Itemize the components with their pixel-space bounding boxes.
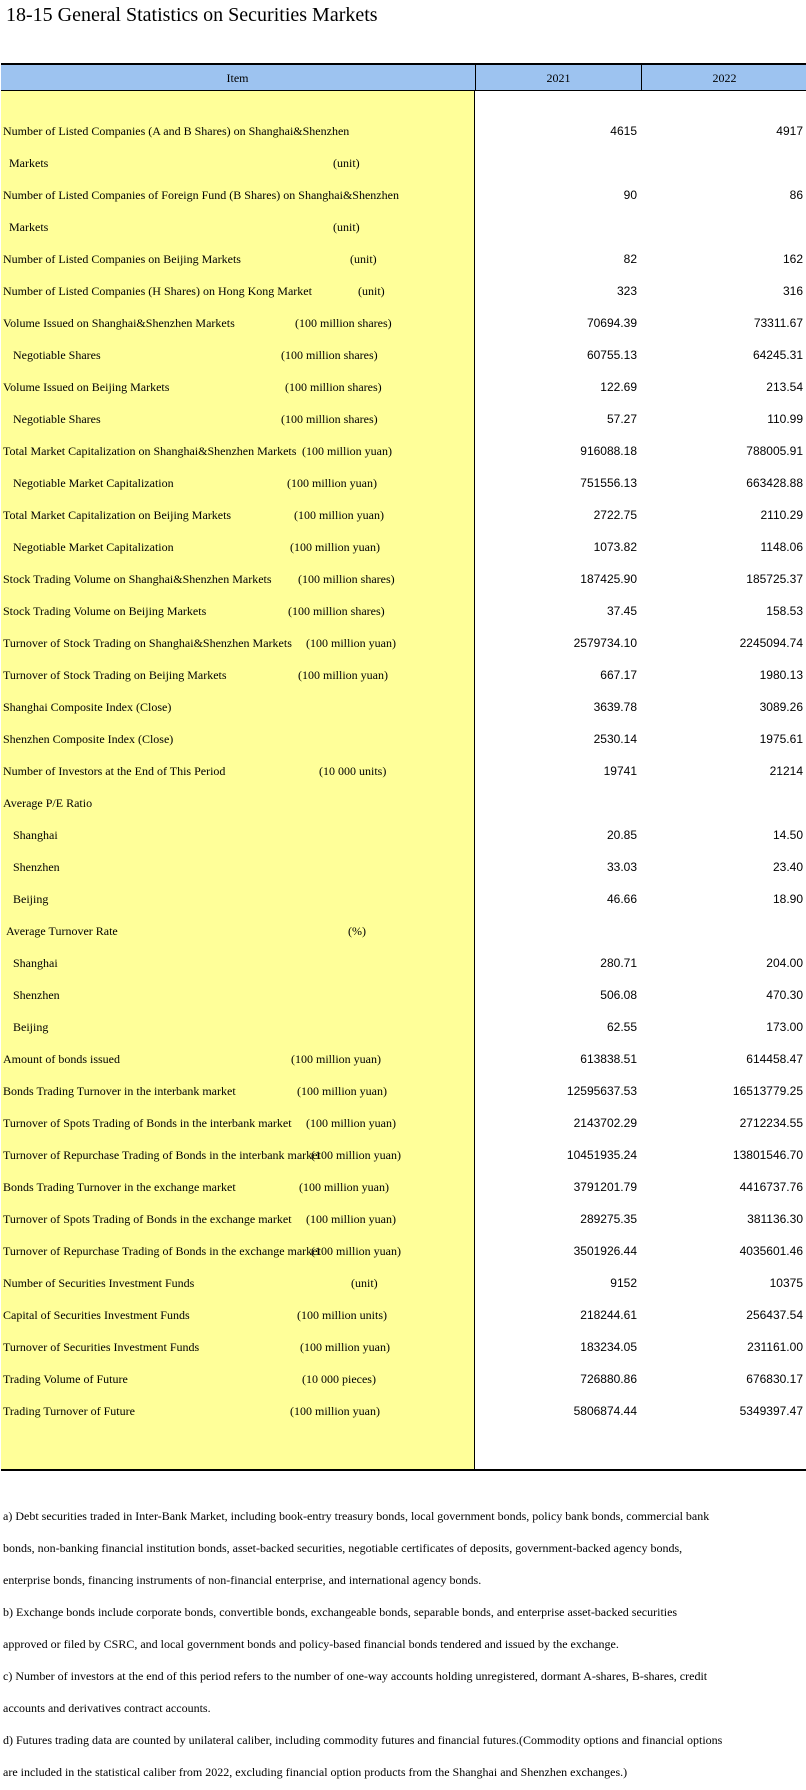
footnote [3, 1596, 803, 1660]
row-unit-label: (100 million yuan) [311, 1244, 401, 1258]
table-row [1, 787, 806, 819]
row-unit-label: (100 million yuan) [291, 1052, 381, 1066]
table-row [1, 1299, 806, 1331]
value-2022: 18.90 [772, 892, 803, 906]
value-2022: 4035601.46 [739, 1244, 803, 1258]
row-unit-label: (100 million shares) [281, 412, 378, 426]
table-row [1, 1363, 806, 1395]
value-2022: 16513779.25 [732, 1084, 803, 1098]
value-2022: 4917 [776, 124, 803, 138]
statistics-table [1, 63, 806, 1471]
table-row [1, 627, 806, 659]
footnote [3, 1724, 803, 1788]
value-2021: 3639.78 [593, 700, 637, 714]
row-item-label: Negotiable Market Capitalization [13, 476, 174, 490]
row-unit-label: (100 million yuan) [302, 444, 392, 458]
row-item-label: Bonds Trading Turnover in the interbank market [3, 1084, 236, 1098]
value-2021: 2530.14 [593, 732, 637, 746]
table-row [1, 339, 806, 371]
value-2021: 3501926.44 [573, 1244, 637, 1258]
value-2021: 187425.90 [580, 572, 637, 586]
row-item-label: Shanghai [13, 828, 58, 842]
row-item-label: Shanghai Composite Index (Close) [3, 700, 172, 714]
row-item-label: Total Market Capitalization on Shanghai&Shenzhen Markets [3, 444, 297, 458]
table-row [1, 723, 806, 755]
value-2022: 676830.17 [746, 1372, 803, 1386]
value-2021: 70694.39 [586, 316, 637, 330]
footnote-line: enterprise bonds, financing instruments of non-financial enterprise, and international agency bonds. [3, 1573, 482, 1587]
value-2021: 46.66 [606, 892, 637, 906]
row-unit-label: (unit) [350, 252, 377, 266]
value-2021: 82 [623, 252, 637, 266]
row-item-label: Turnover of Spots Trading of Bonds in the interbank market [3, 1116, 292, 1130]
row-unit-label: (100 million shares) [298, 572, 395, 586]
table-row [1, 1235, 806, 1267]
footnote [3, 1500, 803, 1596]
value-2021: 2579734.10 [573, 636, 637, 650]
row-unit-label: (100 million yuan) [299, 1180, 389, 1194]
table-row [1, 819, 806, 851]
row-item-label: Beijing [13, 892, 49, 906]
value-2022: 1148.06 [760, 540, 803, 554]
row-item-label: Number of Listed Companies (A and B Shares) on Shanghai&Shenzhen [3, 124, 350, 138]
table-row [1, 1075, 806, 1107]
row-unit-label: (100 million yuan) [294, 508, 384, 522]
row-item-label: Amount of bonds issued [3, 1052, 120, 1066]
value-2021: 19741 [603, 764, 637, 778]
table-row [1, 467, 806, 499]
row-item-label: Turnover of Securities Investment Funds [3, 1340, 200, 1354]
value-2022: 10375 [769, 1276, 803, 1290]
table-row [1, 211, 806, 243]
table-row [1, 371, 806, 403]
row-unit-label: (100 million yuan) [300, 1340, 390, 1354]
value-2021: 10451935.24 [566, 1148, 637, 1162]
row-item-label: Average P/E Ratio [3, 796, 93, 810]
row-item-label: Turnover of Repurchase Trading of Bonds in the interbank market [3, 1148, 321, 1162]
table-row [1, 179, 806, 211]
table-row [1, 435, 806, 467]
table-row [1, 563, 806, 595]
value-2022: 2110.29 [760, 508, 803, 522]
value-2021: 37.45 [606, 604, 637, 618]
value-2022: 4416737.76 [739, 1180, 803, 1194]
value-2022: 663428.88 [746, 476, 803, 490]
table-row [1, 1331, 806, 1363]
value-2022: 614458.47 [746, 1052, 803, 1066]
row-unit-label: (100 million shares) [295, 316, 392, 330]
footnote-line: accounts and derivatives contract accounts. [3, 1701, 211, 1715]
table-row [1, 1395, 806, 1427]
value-2022: 788005.91 [746, 444, 803, 458]
value-2022: 64245.31 [752, 348, 803, 362]
value-2022: 2712234.55 [739, 1116, 803, 1130]
value-2021: 183234.05 [580, 1340, 637, 1354]
table-row [1, 915, 806, 947]
row-item-label: Volume Issued on Shanghai&Shenzhen Markets [3, 316, 235, 330]
row-item-label: Number of Securities Investment Funds [3, 1276, 195, 1290]
table-row [1, 1203, 806, 1235]
value-2022: 86 [789, 188, 803, 202]
value-2022: 1975.61 [759, 732, 803, 746]
value-2022: 158.53 [766, 604, 803, 618]
footnote-line: d) Futures trading data are counted by unilateral caliber, including commodity futures and financial futures.(Commodity options and financial options [3, 1733, 723, 1747]
row-unit-label: (100 million yuan) [287, 476, 377, 490]
value-2021: 506.08 [600, 988, 637, 1002]
row-item-label: Negotiable Shares [13, 348, 101, 362]
row-unit-label: (100 million yuan) [306, 1116, 396, 1130]
value-2022: 204.00 [766, 956, 803, 970]
table-row [1, 307, 806, 339]
value-2021: 122.69 [600, 380, 637, 394]
value-2022: 3089.26 [759, 700, 803, 714]
table-row [1, 851, 806, 883]
row-unit-label: (unit) [333, 220, 360, 234]
table-row [1, 403, 806, 435]
table-row [1, 979, 806, 1011]
value-2022: 231161.00 [747, 1340, 803, 1354]
value-2022: 14.50 [772, 828, 803, 842]
table-row [1, 1139, 806, 1171]
value-2021: 9152 [610, 1276, 637, 1290]
row-unit-label: (100 million yuan) [297, 1084, 387, 1098]
row-item-label: Capital of Securities Investment Funds [3, 1308, 190, 1322]
table-rows [1, 115, 806, 1427]
row-item-label: Turnover of Spots Trading of Bonds in the exchange market [3, 1212, 292, 1226]
footnote-line: are included in the statistical caliber from 2022, excluding financial option products from the Shanghai and Shenzhen exchanges.) [3, 1765, 628, 1779]
value-2021: 1073.82 [593, 540, 637, 554]
row-item-label: Turnover of Stock Trading on Beijing Markets [3, 668, 227, 682]
value-2021: 2143702.29 [573, 1116, 637, 1130]
row-unit-label: (100 million units) [297, 1308, 387, 1322]
table-row [1, 1043, 806, 1075]
row-item-label: Number of Investors at the End of This Period [3, 764, 226, 778]
row-item-label: Negotiable Market Capitalization [13, 540, 174, 554]
table-row [1, 755, 806, 787]
value-2022: 185725.37 [746, 572, 803, 586]
value-2021: 3791201.79 [573, 1180, 637, 1194]
footnote-line: bonds, non-banking financial institution bonds, asset-backed securities, negotiable certificates of deposits, government-backed agency bonds, [3, 1541, 683, 1555]
table-row [1, 595, 806, 627]
table-row [1, 531, 806, 563]
value-2022: 110.99 [767, 412, 803, 426]
value-2021: 57.27 [606, 412, 637, 426]
value-2022: 470.30 [766, 988, 803, 1002]
value-2021: 726880.86 [580, 1372, 637, 1386]
row-item-label: Stock Trading Volume on Shanghai&Shenzhen Markets [3, 572, 272, 586]
value-2022: 21214 [769, 764, 803, 778]
row-item-label: Markets [9, 220, 49, 234]
row-unit-label: (100 million shares) [281, 348, 378, 362]
value-2022: 316 [782, 284, 803, 298]
header-2021: 2021 [475, 65, 641, 91]
value-2022: 256437.54 [746, 1308, 803, 1322]
value-2022: 5349397.47 [739, 1404, 803, 1418]
value-2021: 20.85 [606, 828, 637, 842]
row-item-label: Volume Issued on Beijing Markets [3, 380, 170, 394]
footnote-line: approved or filed by CSRC, and local government bonds and policy-based financial bonds tendered and issued by the exchange. [3, 1637, 619, 1651]
value-2021: 60755.13 [586, 348, 637, 362]
table-row [1, 243, 806, 275]
row-unit-label: (unit) [358, 284, 385, 298]
row-item-label: Shenzhen Composite Index (Close) [3, 732, 174, 746]
value-2021: 613838.51 [580, 1052, 637, 1066]
value-2021: 280.71 [600, 956, 637, 970]
row-item-label: Turnover of Repurchase Trading of Bonds in the exchange market [3, 1244, 321, 1258]
footnote [3, 1660, 803, 1724]
row-unit-label: (100 million yuan) [306, 636, 396, 650]
value-2021: 33.03 [606, 860, 637, 874]
value-2021: 323 [616, 284, 637, 298]
row-item-label: Turnover of Stock Trading on Shanghai&Shenzhen Markets [3, 636, 292, 650]
footnote-line: a) Debt securities traded in Inter-Bank Market, including book-entry treasury bonds, local government bonds, policy bank bonds, commercial bank [3, 1509, 710, 1523]
value-2022: 173.00 [766, 1020, 803, 1034]
row-unit-label: (unit) [351, 1276, 378, 1290]
row-unit-label: (100 million shares) [285, 380, 382, 394]
table-row [1, 1267, 806, 1299]
header-2022: 2022 [641, 65, 806, 91]
row-item-label: Trading Volume of Future [3, 1372, 128, 1386]
value-2021: 2722.75 [593, 508, 637, 522]
table-row [1, 1171, 806, 1203]
value-2022: 381136.30 [747, 1212, 803, 1226]
table-row [1, 1107, 806, 1139]
table-row [1, 947, 806, 979]
row-item-label: Beijing [13, 1020, 49, 1034]
row-item-label: Markets [9, 156, 49, 170]
row-unit-label: (%) [348, 924, 366, 938]
row-unit-label: (100 million yuan) [290, 540, 380, 554]
row-item-label: Bonds Trading Turnover in the exchange market [3, 1180, 236, 1194]
table-row [1, 659, 806, 691]
row-item-label: Negotiable Shares [13, 412, 101, 426]
row-item-label: Average Turnover Rate [6, 924, 118, 938]
row-item-label: Shenzhen [13, 860, 60, 874]
value-2022: 1980.13 [759, 668, 803, 682]
table-row [1, 691, 806, 723]
value-2021: 12595637.53 [566, 1084, 637, 1098]
value-2022: 162 [782, 252, 803, 266]
value-2022: 13801546.70 [732, 1148, 803, 1162]
row-unit-label: (100 million yuan) [306, 1212, 396, 1226]
value-2022: 213.54 [766, 380, 803, 394]
row-item-label: Trading Turnover of Future [3, 1404, 135, 1418]
row-item-label: Shanghai [13, 956, 58, 970]
row-item-label: Number of Listed Companies on Beijing Markets [3, 252, 241, 266]
row-unit-label: (100 million shares) [288, 604, 385, 618]
table-row [1, 147, 806, 179]
row-unit-label: (10 000 pieces) [302, 1372, 376, 1386]
row-item-label: Number of Listed Companies of Foreign Fund (B Shares) on Shanghai&Shenzhen [3, 188, 399, 202]
table-row [1, 883, 806, 915]
row-unit-label: (unit) [333, 156, 360, 170]
value-2021: 751556.13 [580, 476, 637, 490]
page-title: 18-15 General Statistics on Securities Markets [6, 4, 378, 26]
value-2022: 2245094.74 [739, 636, 803, 650]
value-2021: 289275.35 [580, 1212, 637, 1226]
row-unit-label: (10 000 units) [319, 764, 387, 778]
value-2021: 5806874.44 [573, 1404, 637, 1418]
value-2022: 23.40 [772, 860, 803, 874]
value-2021: 4615 [610, 124, 637, 138]
value-2021: 62.55 [606, 1020, 637, 1034]
row-unit-label: (100 million yuan) [298, 668, 388, 682]
value-2021: 90 [623, 188, 637, 202]
row-unit-label: (100 million yuan) [311, 1148, 401, 1162]
header-item: Item [226, 71, 249, 85]
table-header [1, 63, 806, 91]
footnotes [3, 1500, 803, 1788]
row-item-label: Shenzhen [13, 988, 60, 1002]
row-item-label: Total Market Capitalization on Beijing Markets [3, 508, 232, 522]
table-row [1, 1011, 806, 1043]
row-item-label: Stock Trading Volume on Beijing Markets [3, 604, 207, 618]
row-item-label: Number of Listed Companies (H Shares) on Hong Kong Market [3, 284, 312, 298]
value-2021: 916088.18 [580, 444, 637, 458]
table-row [1, 499, 806, 531]
footnote-line: b) Exchange bonds include corporate bonds, convertible bonds, exchangeable bonds, separable bonds, and enterprise asset-backed securities [3, 1605, 678, 1619]
value-2021: 667.17 [600, 668, 637, 682]
footnote-line: c) Number of investors at the end of this period refers to the number of one-way accounts holding unregistered, dormant A-shares, B-shares, credit [3, 1669, 708, 1683]
table-row [1, 275, 806, 307]
value-2021: 218244.61 [580, 1308, 637, 1322]
table-row [1, 115, 806, 147]
value-2022: 73311.67 [753, 316, 803, 330]
row-unit-label: (100 million yuan) [290, 1404, 380, 1418]
table-body [1, 91, 806, 1471]
